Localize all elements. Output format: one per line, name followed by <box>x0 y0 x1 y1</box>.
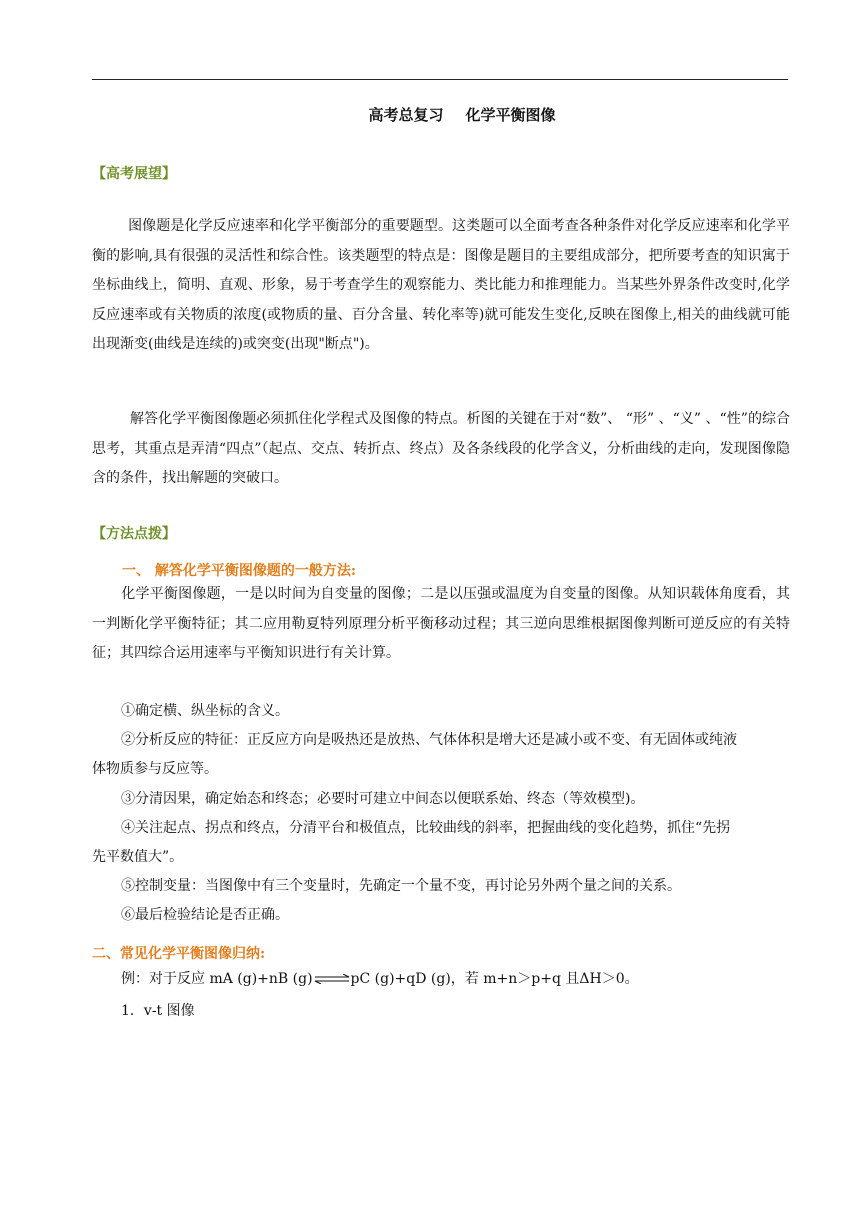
page-title <box>92 104 832 125</box>
outlook-paragraph-2 <box>92 405 790 494</box>
step-5: ⑤控制变量：当图像中有三个变量时，先确定一个量不变，再讨论另外两个量之间的关系。 <box>121 878 681 894</box>
step-1: ①确定横、纵坐标的含义。 <box>121 703 289 719</box>
method-heading-2: 二、常见化学平衡图像归纳: <box>92 946 266 962</box>
example-right: pC (g)+qD (g)，若 m+n＞p+q 且ΔH＞0。 <box>350 971 639 987</box>
section-method-heading: 【方法点拨】 <box>92 526 176 542</box>
equilibrium-arrow-icon <box>314 974 350 984</box>
step-2-line-1: ②分析反应的特征：正反应方向是吸热还是放热、气体体积是增大还是减小或不变、有无固体或纯液 <box>121 732 737 748</box>
method-paragraph-1-text: 化学平衡图像题，一是以时间为自变量的图像；二是以压强或温度为自变量的图像。从知识载体角度看，其一判断化学平衡特征；其二应用勒夏特列原理分析平衡移动过程；其三逆向思维根据图像判断可逆反应的有关特征；其四综合运用速率与平衡知识进行有关计算。 <box>92 586 790 661</box>
method-heading-1: 一、 解答化学平衡图像题的一般方法: <box>122 563 357 579</box>
outlook-paragraph-2-text: 解答化学平衡图像题必须抓住化学程式及图像的特点。析图的关键在于对“数”、 “形” 、“义” 、“性”的综合思考，其重点是弄清“四点”（起点、交点、转折点、终点）及各条线段的化学含义，分析曲线的走向，发现图像隐含的条件，找出解题的突破口。 <box>92 411 790 486</box>
outlook-paragraph-1 <box>92 212 790 360</box>
title-part2: 化学平衡图像 <box>465 106 556 124</box>
section-outlook-heading: 【高考展望】 <box>92 166 176 182</box>
title-part1: 高考总复习 <box>368 106 444 124</box>
step-6: ⑥最后检验结论是否正确。 <box>121 907 289 923</box>
step-3: ③分清因果，确定始态和终态；必要时可建立中间态以便联系始、终态（等效模型)。 <box>121 791 645 807</box>
example-line <box>121 967 639 992</box>
step-2-line-2: 体物质参与反应等。 <box>92 761 218 777</box>
subheading-vt-graph: 1．v-t 图像 <box>121 1003 195 1019</box>
step-4-line-2: 先平数值大”。 <box>92 849 184 865</box>
outlook-paragraph-1-text: 图像题是化学反应速率和化学平衡部分的重要题型。这类题可以全面考查各种条件对化学反应速率和化学平衡的影响,具有很强的灵活性和综合性。该类题型的特点是：图像是题目的主要组成部分，把所要考查的知识寓于坐标曲线上，简明、直观、形象，易于考查学生的观察能力、类比能力和推理能力。当某些外界条件改变时,化学反应速率或有关物质的浓度(或物质的量、百分含量、转化率等)就可能发生变化,反映在图像上,相关的曲线就可能出现渐变(曲线是连续的)或突变(出现"断点")。 <box>92 218 790 352</box>
step-4-line-1: ④关注起点、拐点和终点，分清平台和极值点，比较曲线的斜率，把握曲线的变化趋势，抓住“先拐 <box>121 820 731 836</box>
header-rule <box>92 79 788 80</box>
method-paragraph-1 <box>92 580 790 669</box>
example-left: 例：对于反应 mA (g)+nB (g) <box>121 971 313 987</box>
